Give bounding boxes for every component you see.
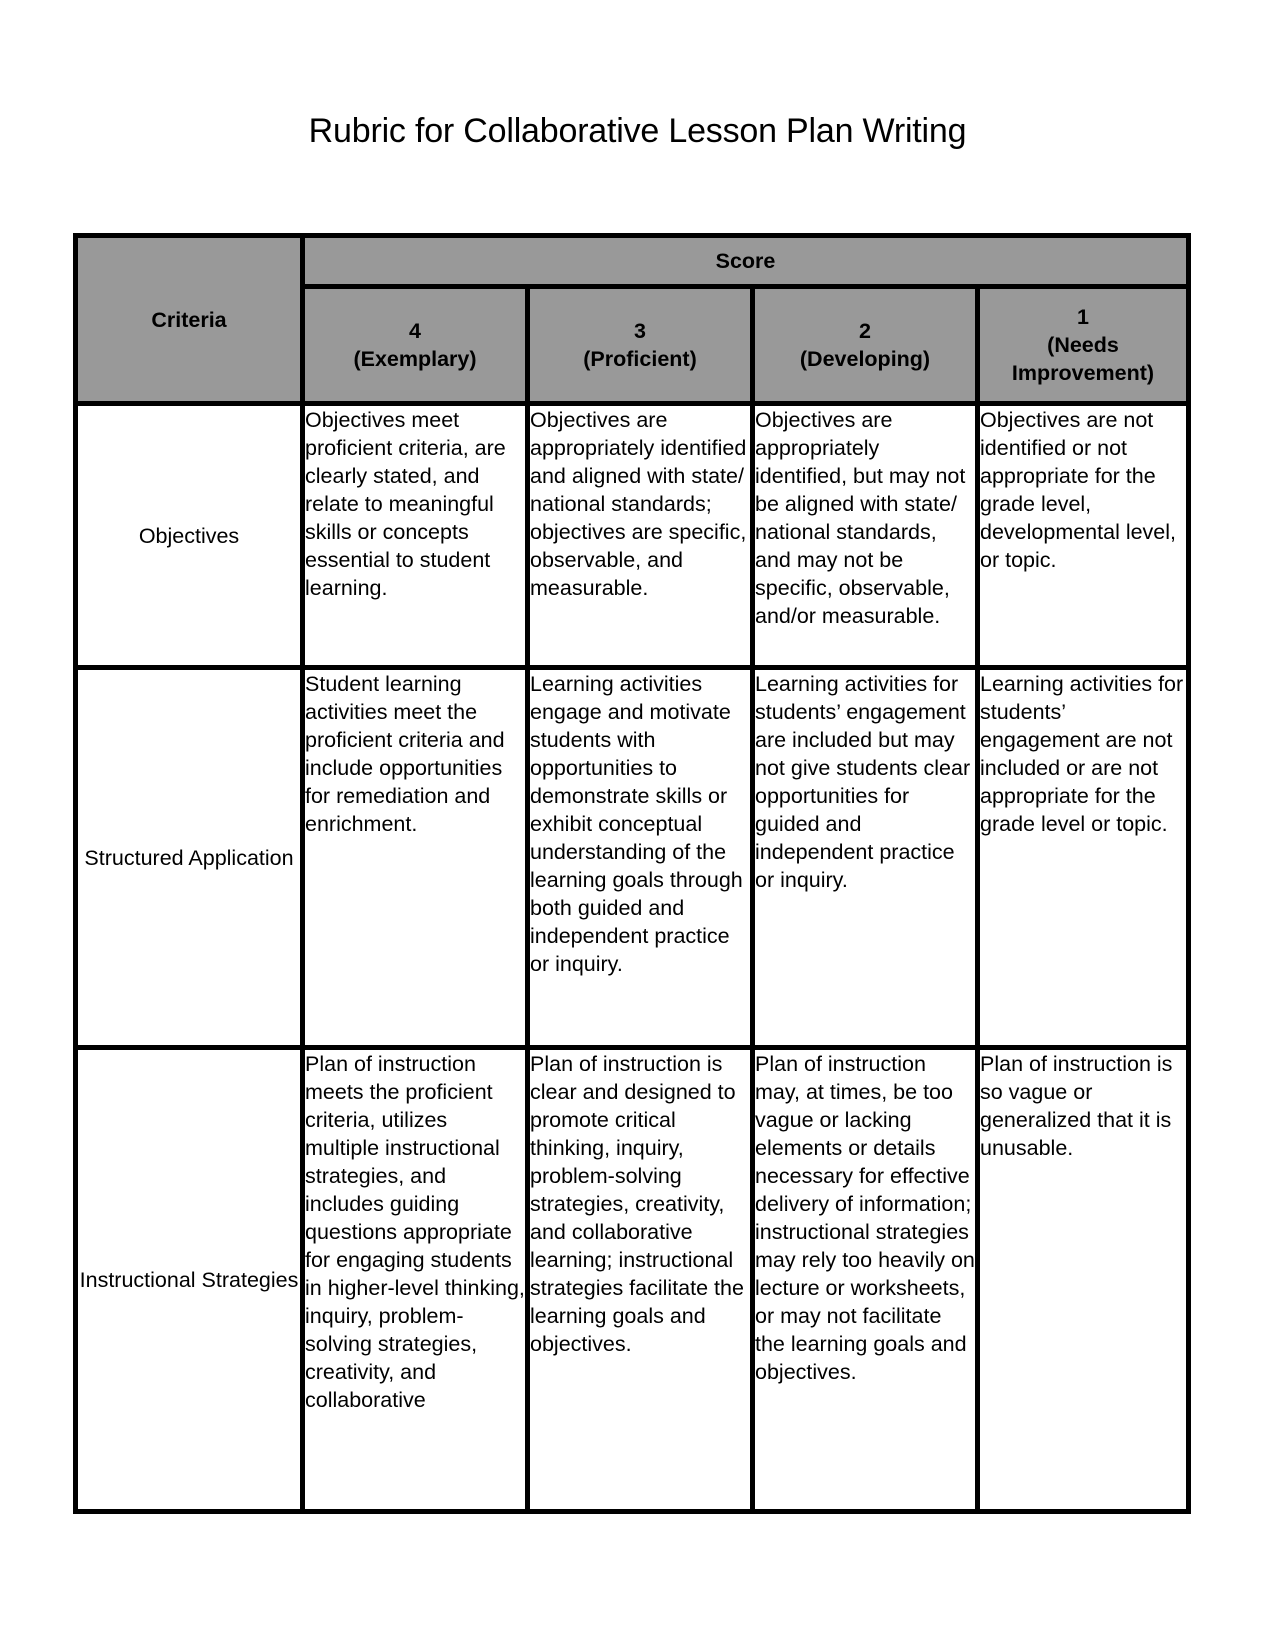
level-header-4 bbox=[303, 287, 528, 404]
level-header-1 bbox=[978, 287, 1189, 404]
rubric-table bbox=[73, 233, 1191, 1514]
descriptor-cell: Learning activities for students’ engagement are included but may not give students clear opportunities for guided and independent practice or inquiry. bbox=[753, 668, 978, 1048]
level-label: (Needs Improvement) bbox=[1011, 333, 1155, 385]
criterion-cell: Objectives bbox=[76, 404, 303, 668]
criteria-header: Criteria bbox=[76, 236, 303, 404]
table-row-instructional-strategies bbox=[76, 1048, 1189, 1512]
level-label: (Developing) bbox=[799, 347, 931, 371]
descriptor-cell: Learning activities engage and motivate students with opportunities to demonstrate skills or exhibit conceptual understanding of the learning goals through both guided and independent practice or inquiry. bbox=[528, 668, 753, 1048]
descriptor-cell: Objectives are appropriately identified and aligned with state/ national standards; objectives are specific, observable, and measurable. bbox=[528, 404, 753, 668]
level-label: (Exemplary) bbox=[353, 347, 477, 371]
score-header: Score bbox=[303, 236, 1189, 287]
level-score: 4 bbox=[409, 319, 421, 343]
level-label: (Proficient) bbox=[583, 347, 697, 371]
descriptor-cell: Objectives meet proficient criteria, are clearly stated, and relate to meaningful skills or concepts essential to student learning. bbox=[303, 404, 528, 668]
descriptor-cell: Plan of instruction may, at times, be too vague or lacking elements or details necessary for effective delivery of information; instructional strategies may rely too heavily on lecture or worksheets, or may not facilitate the learning goals and objectives. bbox=[753, 1048, 978, 1512]
descriptor-cell: Objectives are not identified or not appropriate for the grade level, developmental level, or topic. bbox=[978, 404, 1189, 668]
level-score: 1 bbox=[1077, 305, 1089, 329]
descriptor-cell: Objectives are appropriately identified, but may not be aligned with state/ national standards, and may not be specific, observable, and/or measurable. bbox=[753, 404, 978, 668]
table-row-structured-application bbox=[76, 668, 1189, 1048]
descriptor-cell: Plan of instruction meets the proficient criteria, utilizes multiple instructional strategies, and includes guiding questions appropriate for engaging students in higher-level thinking, inquiry, problem-solving strategies, creativity, and collaborative bbox=[303, 1048, 528, 1512]
descriptor-cell: Student learning activities meet the proficient criteria and include opportunities for remediation and enrichment. bbox=[303, 668, 528, 1048]
descriptor-cell: Learning activities for students’ engagement are not included or are not appropriate for the grade level or topic. bbox=[978, 668, 1189, 1048]
descriptor-cell: Plan of instruction is clear and designed to promote critical thinking, inquiry, problem-solving strategies, creativity, and collaborative learning; instructional strategies facilitate the learning goals and objectives. bbox=[528, 1048, 753, 1512]
level-score: 2 bbox=[859, 319, 871, 343]
level-score: 3 bbox=[634, 319, 646, 343]
document-title: Rubric for Collaborative Lesson Plan Writing bbox=[308, 112, 967, 150]
table-row-objectives bbox=[76, 404, 1189, 668]
level-header-2 bbox=[753, 287, 978, 404]
level-header-3 bbox=[528, 287, 753, 404]
criterion-cell: Instructional Strategies bbox=[76, 1048, 303, 1512]
criterion-cell: Structured Application bbox=[76, 668, 303, 1048]
descriptor-cell: Plan of instruction is so vague or generalized that it is unusable. bbox=[978, 1048, 1189, 1512]
